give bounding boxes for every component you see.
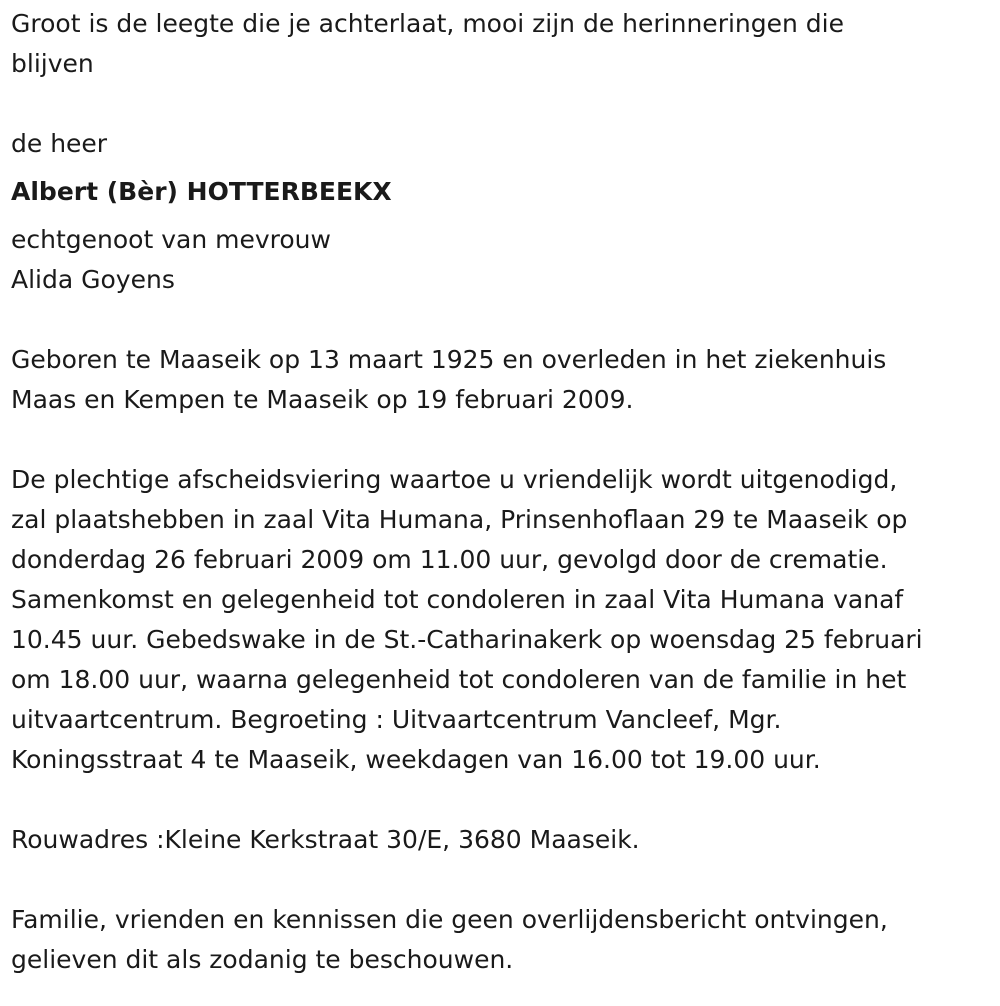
paragraph-line: Koningsstraat 4 te Maaseik, weekdagen van 16.00 tot 19.00 uur. [11, 745, 821, 774]
ceremony-paragraph [11, 460, 986, 780]
spouse-label: echtgenoot van mevrouw [11, 225, 331, 254]
paragraph-line: Maas en Kempen te Maaseik op 19 februari 2009. [11, 385, 634, 414]
paragraph-line: Geboren te Maaseik op 13 maart 1925 en overleden in het ziekenhuis [11, 345, 887, 374]
paragraph-line: De plechtige afscheidsviering waartoe u vriendelijk wordt uitgenodigd, [11, 465, 898, 494]
spouse-name: Alida Goyens [11, 265, 175, 294]
salutation: de heer [11, 129, 108, 158]
motto-line: blijven [11, 49, 94, 78]
closing-paragraph [11, 900, 986, 980]
obituary-document [11, 4, 986, 980]
paragraph-line: om 18.00 uur, waarna gelegenheid tot condoleren van de familie in het [11, 665, 907, 694]
motto [11, 4, 986, 84]
paragraph-line: uitvaartcentrum. Begroeting : Uitvaartcentrum Vancleef, Mgr. [11, 705, 782, 734]
paragraph-line: gelieven dit als zodanig te beschouwen. [11, 945, 514, 974]
birth-death-paragraph [11, 340, 986, 420]
deceased-name: Albert (Bèr) HOTTERBEEKX [11, 177, 392, 206]
paragraph-line: 10.45 uur. Gebedswake in de St.-Catharinakerk op woensdag 25 februari [11, 625, 923, 654]
spacer [11, 300, 986, 340]
paragraph-line: donderdag 26 februari 2009 om 11.00 uur, gevolgd door de crematie. [11, 545, 888, 574]
spacer [11, 420, 986, 460]
mourning-address: Rouwadres :Kleine Kerkstraat 30/E, 3680 Maaseik. [11, 825, 640, 854]
motto-line: Groot is de leegte die je achterlaat, mooi zijn de herinneringen die [11, 9, 844, 38]
paragraph-line: Familie, vrienden en kennissen die geen overlijdensbericht ontvingen, [11, 905, 888, 934]
paragraph-line: zal plaatshebben in zaal Vita Humana, Prinsenhoflaan 29 te Maaseik op [11, 505, 908, 534]
spacer [11, 780, 986, 820]
paragraph-line: Samenkomst en gelegenheid tot condoleren in zaal Vita Humana vanaf [11, 585, 904, 614]
spacer [11, 860, 986, 900]
spacer [11, 84, 986, 124]
